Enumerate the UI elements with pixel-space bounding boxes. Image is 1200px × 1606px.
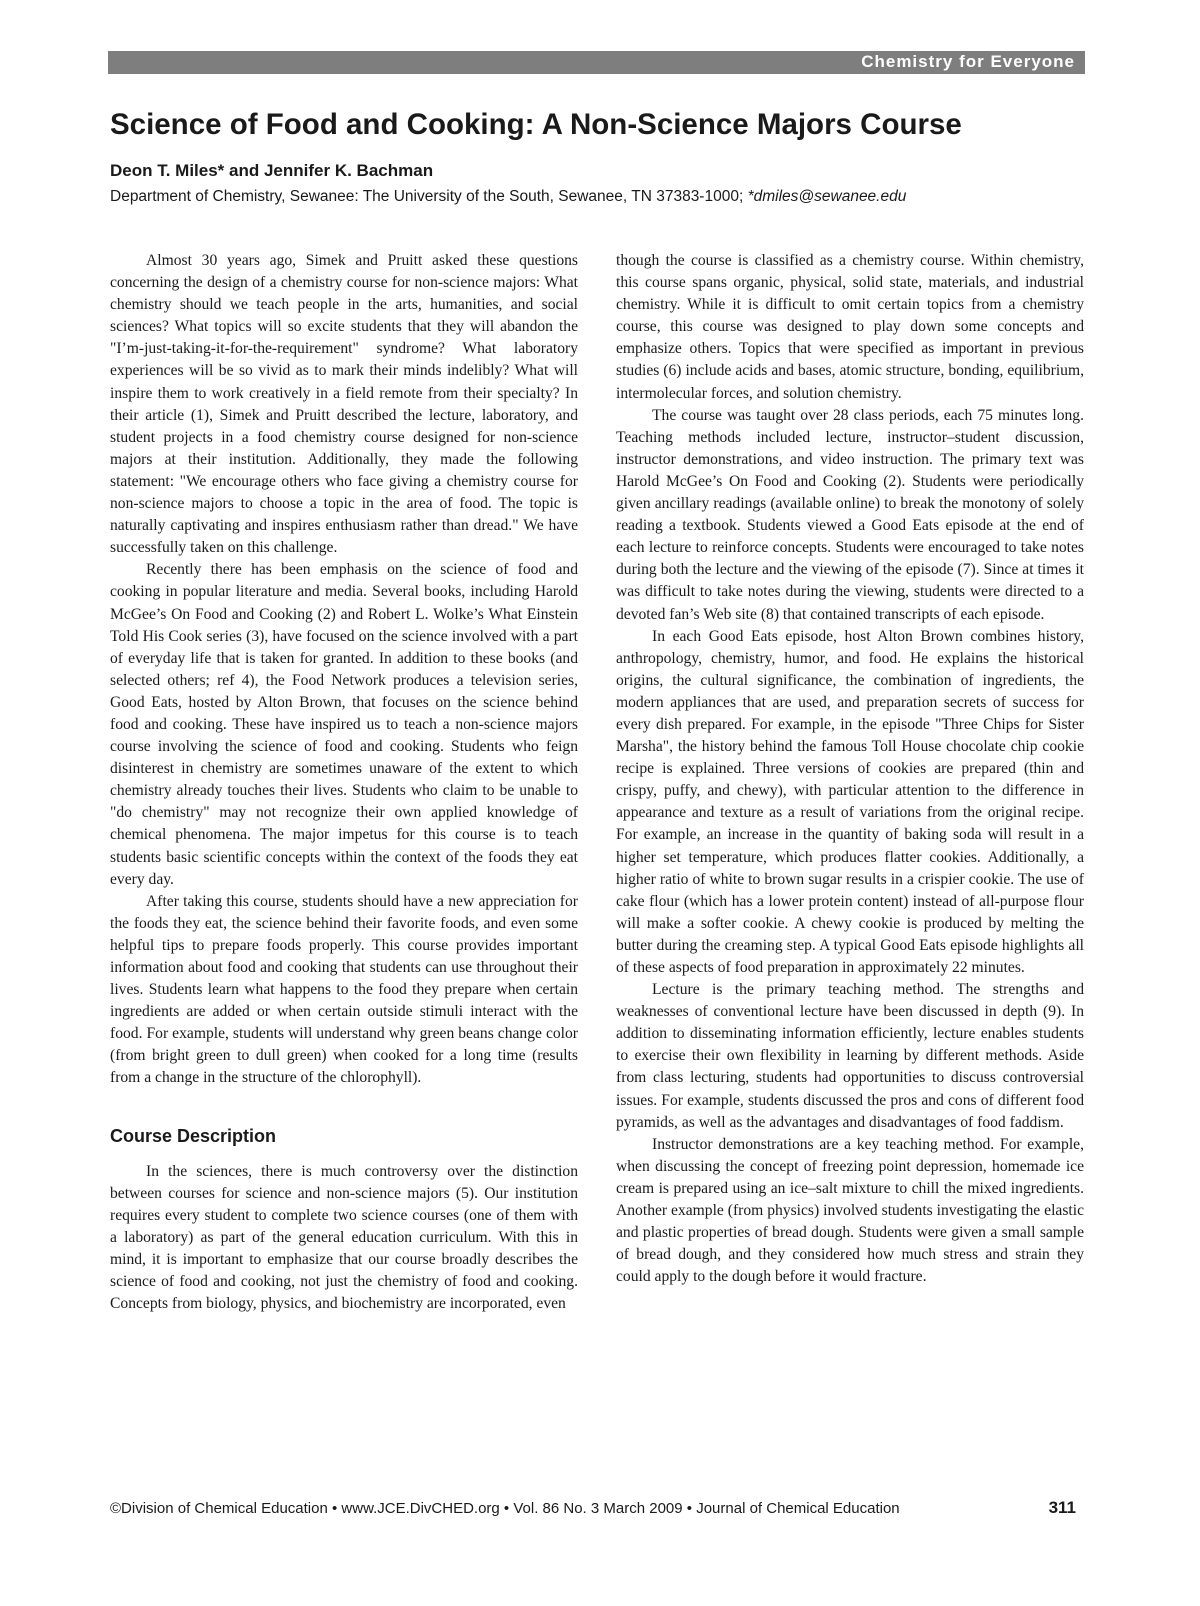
paragraph: In the sciences, there is much controversy over the distinction between courses for science and non-science majors (5). Our institution requires every student to complete two science courses (one of them with a laboratory) as part of the general education curriculum. With this in mind, it is important to emphasize that our course broadly describes the science of food and cooking, not just the chemistry of food and cooking. Concepts from biology, physics, and biochemistry are incorporated, even: [110, 1162, 578, 1313]
paragraph: After taking this course, students should have a new appreciation for the foods they eat, the science behind their favorite foods, and even some helpful tips to prepare foods properly. This course provides important information about food and cooking that students can use throughout their lives. Students learn what happens to the food they prepare when certain ingredients are added or when certain outside stimuli interact with the food. For example, students will understand why green beans change color (from bright green to dull green) when cooked for a long time (results from a change in the structure of the chlorophyll).: [110, 892, 578, 1087]
right-column: [616, 250, 1084, 1288]
author-email: *dmiles@sewanee.edu: [747, 188, 907, 205]
article-authors: Deon T. Miles* and Jennifer K. Bachman: [110, 161, 434, 180]
paragraph: Almost 30 years ago, Simek and Pruitt asked these questions concerning the design of a chemistry course for non-science majors: What chemistry should we teach people in the arts, humanities, and social sciences? What topics will so excite students that they will abandon the "I’m-just-taking-it-for-the-requirement" syndrome? What laboratory experiences will be so vivid as to mark their minds indelibly? What will inspire them to work creatively in a field remote from their specialty? In their article (1), Simek and Pruitt described the lecture, laboratory, and student projects in a food chemistry course designed for non-science majors at their institution. Additionally, they made the following statement: "We encourage others who face giving a chemistry course for non-science majors to choose a topic in the area of food. The topic is naturally captivating and inspires enthusiasm rather than dread." We have successfully taken on this challenge.: [110, 252, 578, 557]
affiliation-text: Department of Chemistry, Sewanee: The University of the South, Sewanee, TN 37383-1000;: [110, 188, 748, 205]
left-column: [110, 250, 578, 1315]
paragraph: Lecture is the primary teaching method. The strengths and weaknesses of conventional lecture have been discussed in depth (9). In addition to disseminating information efficiently, lecture enables students to exercise their own flexibility in learning by different methods. Aside from class lecturing, students had opportunities to discuss controversial issues. For example, students discussed the pros and cons of different food pyramids, as well as the advantages and disadvantages of food faddism.: [616, 981, 1084, 1131]
paragraph: Instructor demonstrations are a key teaching method. For example, when discussing the concept of freezing point depression, homemade ice cream is prepared using an ice–salt mixture to chill the mixed ingredients. Another example (from physics) involved students investigating the elastic and plastic properties of bread dough. Students were given a small sample of bread dough, and they considered how much stress and strain they could apply to the dough before it would fracture.: [616, 1135, 1084, 1286]
paragraph: Recently there has been emphasis on the science of food and cooking in popular literature and media. Several books, including Harold McGee’s On Food and Cooking (2) and Robert L. Wolke’s What Einstein Told His Cook series (3), have focused on the science involved with a part of everyday life that is taken for granted. In addition to these books (and selected others; ref 4), the Food Network produces a television series, Good Eats, hosted by Alton Brown, that focuses on the science behind food and cooking. These have inspired us to teach a non-science majors course involving the science of food and cooking. Students who feign disinterest in chemistry are sometimes unaware of the extent to which chemistry already touches their lives. Students who claim to be unable to "do chemistry" may not recognize their own applied knowledge of chemical phenomena. The major impetus for this course is to teach students basic scientific concepts within the context of the foods they eat every day.: [110, 561, 578, 888]
paragraph: though the course is classified as a chemistry course. Within chemistry, this course spans organic, physical, solid state, materials, and industrial chemistry. While it is difficult to omit certain topics from a chemistry course, this course was designed to play down some concepts and emphasize others. Topics that were specified as important in previous studies (6) include acids and bases, atomic structure, bonding, equilibrium, intermolecular forces, and solution chemistry.: [616, 252, 1084, 402]
footer-citation: ©Division of Chemical Education • www.JCE.DivCHED.org • Vol. 86 No. 3 March 2009 • Journal of Chemical Education: [110, 1500, 900, 1517]
section-heading: Course Description: [110, 1125, 277, 1146]
paragraph: The course was taught over 28 class periods, each 75 minutes long. Teaching methods included lecture, instructor–student discussion, instructor demonstrations, and video instruction. The primary text was Harold McGee’s On Food and Cooking (2). Students were periodically given ancillary readings (available online) to break the monotony of solely reading a textbook. Students viewed a Good Eats episode at the end of each lecture to reinforce concepts. Students were encouraged to take notes during both the lecture and the viewing of the episode (7). Since at times it was difficult to take notes during the viewing, students were directed to a devoted fan’s Web site (8) that contained transcripts of each episode.: [616, 406, 1084, 623]
article-affiliation: [110, 188, 906, 206]
paragraph: In each Good Eats episode, host Alton Brown combines history, anthropology, chemistry, humor, and food. He explains the historical origins, the cultural significance, the combination of ingredients, the modern appliances that are used, and preparation secrets of success for every dish prepared. For example, in the episode "Three Chips for Sister Marsha", the history behind the famous Toll House chocolate chip cookie recipe is explained. Three versions of cookies are prepared (thin and crispy, puffy, and chewy), with particular attention to the difference in appearance and texture as a result of variations from the original recipe. For example, an increase in the quantity of baking soda will result in a higher set temperature, which produces flatter cookies. Additionally, a higher ratio of white to brown sugar results in a crispier cookie. The use of cake flour (which has a lower protein content) instead of all-purpose flour will make a softer cookie. A chewy cookie is produced by melting the butter during the creaming step. A typical Good Eats episode highlights all of these aspects of food preparation in approximately 22 minutes.: [616, 627, 1084, 976]
section-header-bar: [108, 51, 1085, 74]
section-label: Chemistry for Everyone: [861, 52, 1075, 71]
article-title: Science of Food and Cooking: A Non-Science Majors Course: [110, 108, 962, 141]
page-number: 311: [1048, 1498, 1076, 1517]
